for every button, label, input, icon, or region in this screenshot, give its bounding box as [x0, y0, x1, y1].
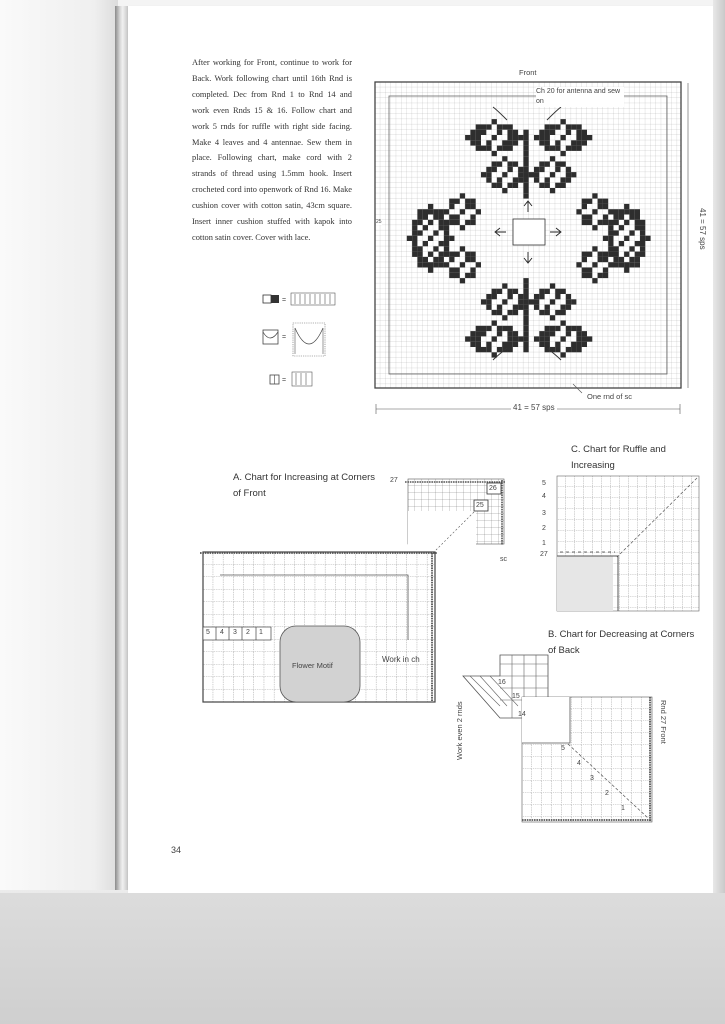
ruffle-row-number: 5 [542, 480, 546, 487]
ruffle-row-number: 2 [542, 525, 546, 532]
chart-b-main-grid [522, 697, 652, 822]
work-even-label: Work even 2 rnds [455, 701, 464, 760]
front-label: Front [519, 68, 537, 77]
chart-a-sc-label: sc [500, 556, 507, 563]
decrease-row-number: 14 [518, 711, 526, 718]
svg-text:=: = [282, 297, 287, 304]
svg-text:=: = [282, 334, 287, 341]
decrease-row-number: 4 [577, 760, 581, 767]
chart-a-row-26: 26 [489, 485, 497, 492]
decrease-row-number: 5 [561, 745, 565, 752]
ruffle-row-number: 3 [542, 510, 546, 517]
rnd-note: One rnd of sc [587, 392, 633, 401]
side-measure: 41 = 57 sps [698, 208, 707, 250]
round-number: 3 [233, 629, 237, 636]
decrease-row-number: 3 [590, 775, 594, 782]
decrease-row-number: 1 [621, 805, 625, 812]
front-row-number: 25 [376, 219, 382, 225]
chart-a-title: A. Chart for Increasing at Corners of Front [233, 472, 376, 499]
scanner-bed [0, 893, 725, 1024]
rnd-27-front-label: Rnd 27 Front [659, 700, 668, 744]
decrease-row-number: 2 [605, 790, 609, 797]
round-number: 4 [220, 629, 224, 636]
round-number: 2 [246, 629, 250, 636]
work-in-ch-label: Work in ch [382, 655, 420, 664]
round-number: 1 [259, 629, 263, 636]
antenna-note: Ch 20 for antenna and sew on [536, 87, 624, 107]
chart-a-row-27: 27 [390, 477, 398, 484]
chart-a-row-25: 25 [476, 502, 484, 509]
chart-c-title: C. Chart for Ruffle and Increasing [571, 444, 666, 471]
ruffle-row-number: 4 [542, 493, 546, 500]
ruffle-row-number: 1 [542, 540, 546, 547]
flower-motif-label: Flower Motif [292, 661, 333, 670]
bottom-measure: 41 = 57 sps [513, 403, 555, 412]
ruffle-row-number: 27 [540, 551, 548, 558]
instructions-text: After working for Front, continue to work for Back. Work following chart until 16th Rnd is completed. Dec from Rnd 1 to Rnd 14 and work even Rnds 15 & 16. Follow chart and work 5 rnds for ruffle with right side facing. Make 4 leaves and 4 antennae. Sew them in place. Following chart, make cord with 2 strands of thread using 1.5mm hook. Insert crocheted cord into openwork of Rnd 16. Make cushion cover with cotton satin, 43cm square. Insert inner cushion stuffed with kapok into cotton satin cover. Cover with lace. [192, 58, 352, 242]
round-number: 5 [206, 629, 210, 636]
chart-b-title: B. Chart for Decreasing at Corners of Back [548, 629, 695, 656]
decrease-row-number: 16 [498, 679, 506, 686]
decrease-row-number: 15 [512, 693, 520, 700]
svg-text:=: = [282, 377, 287, 384]
page-number: 34 [171, 845, 182, 855]
